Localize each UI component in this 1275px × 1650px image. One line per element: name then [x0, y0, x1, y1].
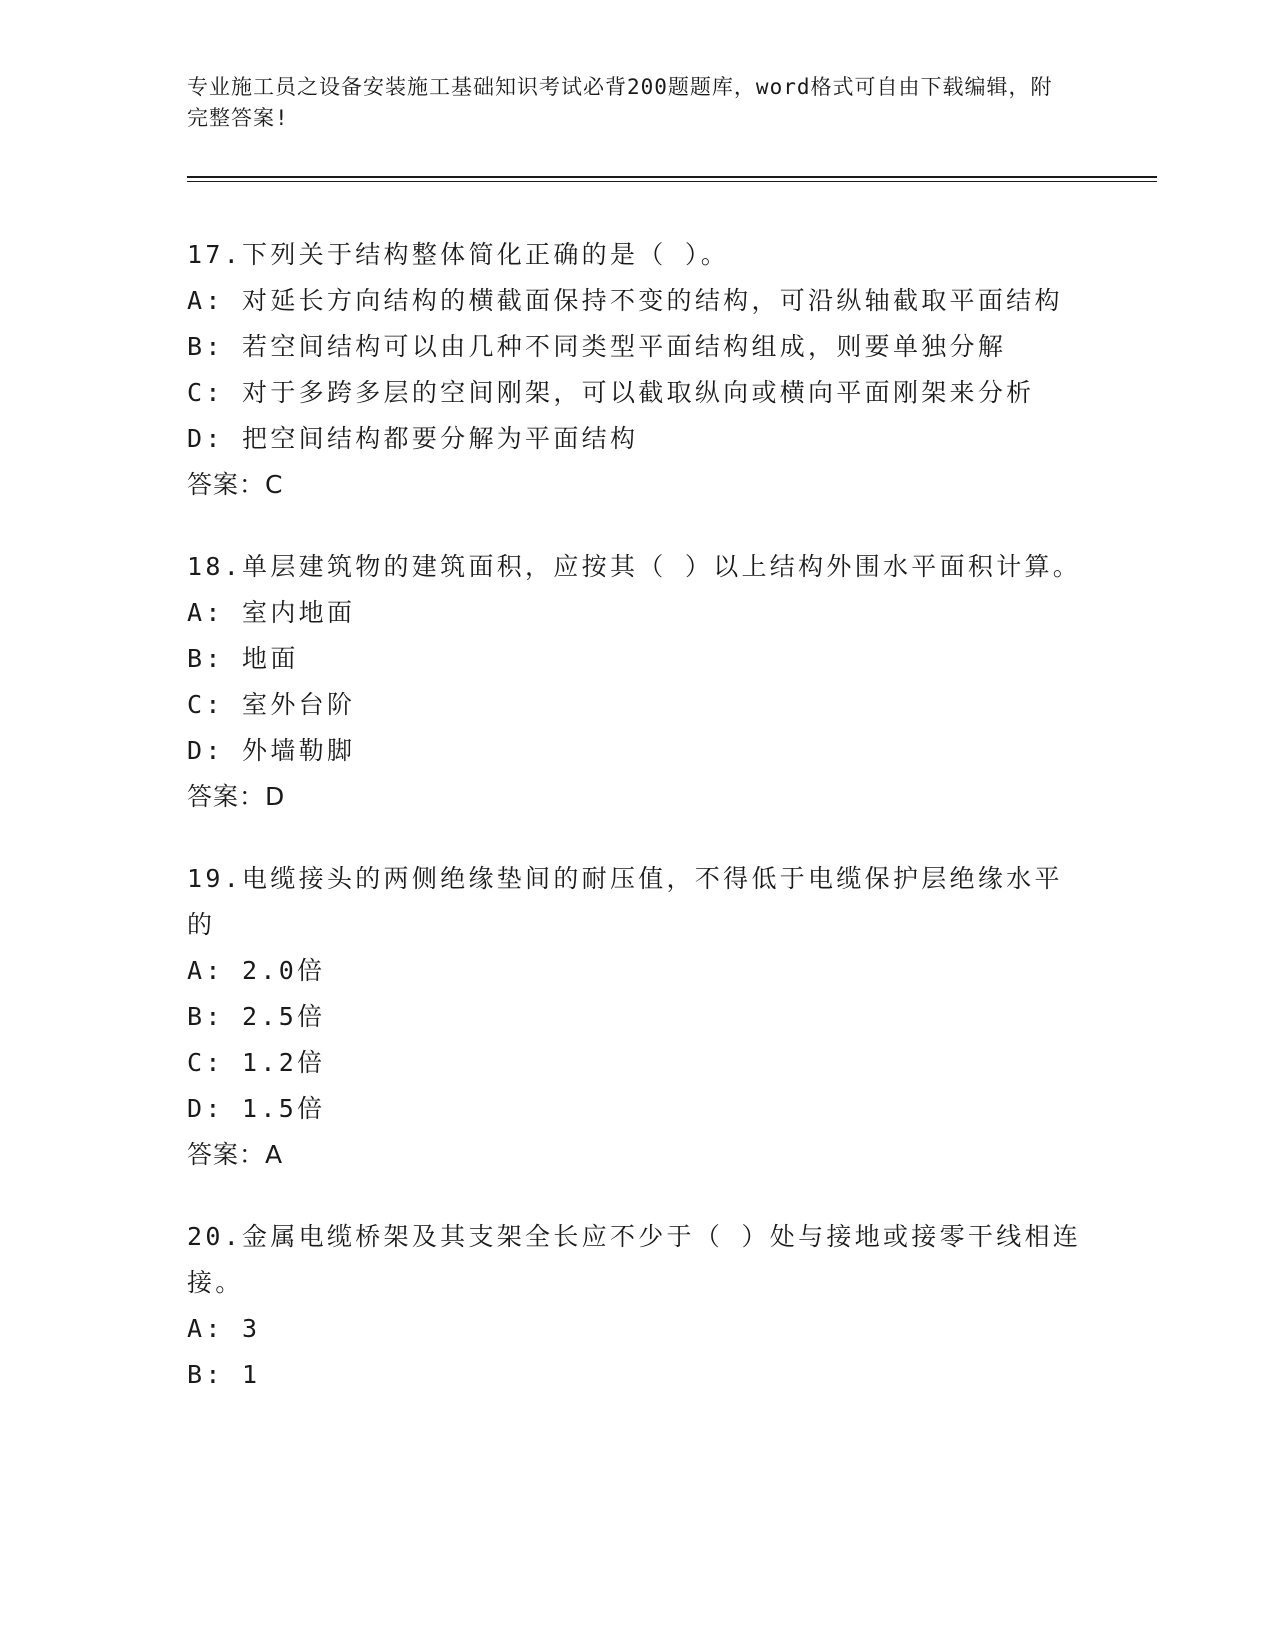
answer-line: 答案：D — [187, 782, 286, 811]
option-a: A: 室内地面 — [187, 598, 356, 627]
document-header: 专业施工员之设备安装施工基础知识考试必背200题题库，word格式可自由下载编辑，附完整答案! — [187, 75, 1053, 130]
option-c: C: 1.2倍 — [187, 1048, 326, 1077]
option-d: D: 把空间结构都要分解为平面结构 — [187, 424, 639, 453]
question-stem: 17.下列关于结构整体简化正确的是（ ）。 — [187, 240, 730, 269]
option-c: C: 室外台阶 — [187, 690, 356, 719]
question-stem: 18.单层建筑物的建筑面积，应按其（ ）以上结构外围水平面积计算。 — [187, 552, 1082, 581]
option-d: D: 外墙勒脚 — [187, 736, 356, 765]
question-stem: 20.金属电缆桥架及其支架全长应不少于（ ）处与接地或接零干线相连接。 — [187, 1222, 1082, 1297]
question-17 — [187, 232, 1087, 508]
question-20 — [187, 1214, 1087, 1398]
question-18 — [187, 544, 1087, 820]
option-b: B: 1 — [187, 1360, 261, 1389]
header-divider — [187, 176, 1157, 182]
option-b: B: 若空间结构可以由几种不同类型平面结构组成，则要单独分解 — [187, 332, 1007, 361]
option-c: C: 对于多跨多层的空间刚架，可以截取纵向或横向平面刚架来分析 — [187, 378, 1035, 407]
question-19 — [187, 856, 1087, 1178]
answer-line: 答案：C — [187, 470, 284, 499]
question-list — [187, 232, 1087, 1434]
document-page — [187, 72, 1157, 1389]
option-a: A: 3 — [187, 1314, 261, 1343]
option-a: A: 2.0倍 — [187, 956, 326, 985]
option-a: A: 对延长方向结构的横截面保持不变的结构，可沿纵轴截取平面结构 — [187, 286, 1063, 315]
question-stem: 19.电缆接头的两侧绝缘垫间的耐压值，不得低于电缆保护层绝缘水平的 — [187, 864, 1063, 939]
answer-line: 答案：A — [187, 1140, 284, 1169]
option-d: D: 1.5倍 — [187, 1094, 326, 1123]
option-b: B: 地面 — [187, 644, 299, 673]
option-b: B: 2.5倍 — [187, 1002, 326, 1031]
